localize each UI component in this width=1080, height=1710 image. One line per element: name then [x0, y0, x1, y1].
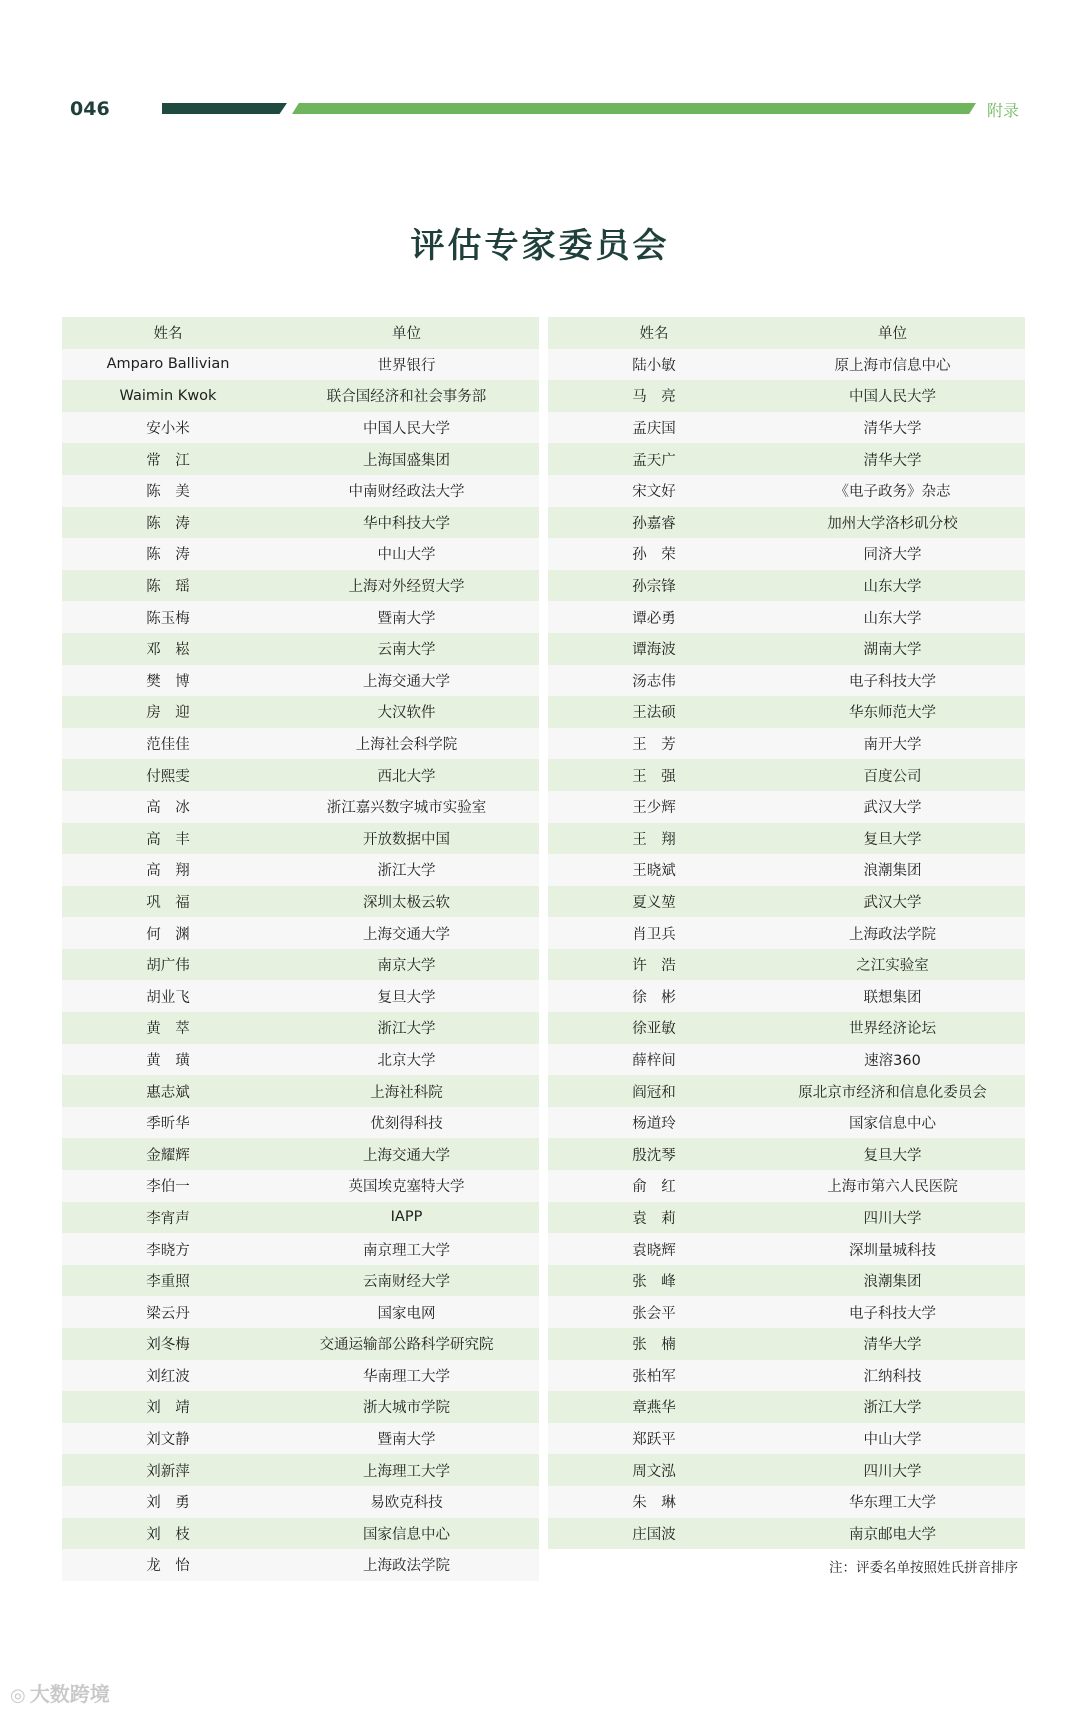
member-name: 陈玉梅 — [146, 610, 190, 627]
table-row — [62, 665, 539, 697]
member-name: 季昕华 — [146, 1116, 190, 1133]
member-name: 常 江 — [146, 452, 190, 469]
member-unit: 上海国盛集团 — [363, 452, 450, 469]
table-row — [548, 886, 1025, 918]
member-unit: 联想集团 — [863, 989, 922, 1006]
table-row — [62, 823, 539, 855]
table-row — [62, 1296, 539, 1328]
member-unit: 上海交通大学 — [363, 926, 450, 943]
table-header — [62, 317, 539, 349]
member-unit: 世界经济论坛 — [849, 1021, 936, 1038]
member-name: 高 翔 — [146, 863, 190, 880]
member-name: 高 冰 — [146, 800, 190, 817]
table-row — [548, 1138, 1025, 1170]
header-name: 姓名 — [153, 326, 183, 343]
table-row — [548, 443, 1025, 475]
table-row — [548, 1360, 1025, 1392]
member-unit: 浪潮集团 — [863, 863, 922, 880]
member-name: 宋文好 — [632, 484, 676, 501]
member-unit: 上海对外经贸大学 — [348, 579, 465, 596]
member-name: 陈 涛 — [146, 547, 190, 564]
member-unit: 山东大学 — [863, 579, 922, 596]
member-name: 刘文静 — [146, 1432, 190, 1449]
table-row — [548, 696, 1025, 728]
table-row — [62, 886, 539, 918]
member-unit: 南京邮电大学 — [849, 1526, 936, 1543]
table-row — [62, 791, 539, 823]
table-row — [548, 633, 1025, 665]
member-name: 张柏军 — [632, 1368, 676, 1385]
header-name: 姓名 — [639, 326, 669, 343]
member-name: 袁 莉 — [632, 1210, 676, 1227]
member-unit: 大汉软件 — [377, 705, 436, 722]
table-row — [548, 1296, 1025, 1328]
right-table — [548, 317, 1025, 1549]
member-name: 黄 璜 — [146, 1052, 190, 1069]
table-row — [62, 1391, 539, 1423]
table-row — [62, 1170, 539, 1202]
member-unit: 浪潮集团 — [863, 1274, 922, 1291]
member-unit: 清华大学 — [863, 1337, 922, 1354]
table-row — [62, 1138, 539, 1170]
table-row — [62, 633, 539, 665]
member-name: 金耀辉 — [146, 1147, 190, 1164]
member-name: 胡业飞 — [146, 989, 190, 1006]
member-unit: 湖南大学 — [863, 642, 922, 659]
member-unit: IAPP — [390, 1209, 423, 1226]
member-unit: 上海交通大学 — [363, 1147, 450, 1164]
watermark-text: 大数跨境 — [29, 1682, 110, 1706]
member-unit: 深圳太极云软 — [363, 894, 450, 911]
table-row — [62, 1075, 539, 1107]
member-unit: 四川大学 — [863, 1210, 922, 1227]
table-row — [548, 1454, 1025, 1486]
member-name: 徐亚敏 — [632, 1021, 676, 1038]
member-unit: 国家信息中心 — [849, 1116, 936, 1133]
member-unit: 华东理工大学 — [849, 1495, 936, 1512]
table-row — [62, 759, 539, 791]
table-row — [548, 949, 1025, 981]
table-row — [62, 1044, 539, 1076]
member-unit: 南京理工大学 — [363, 1242, 450, 1259]
watermark-logo-icon: ◎ — [10, 1685, 26, 1706]
member-name: 高 丰 — [146, 831, 190, 848]
table-row — [548, 1075, 1025, 1107]
table-row — [548, 412, 1025, 444]
member-name: 刘红波 — [146, 1368, 190, 1385]
member-name: 袁晓辉 — [632, 1242, 676, 1259]
page-number: 046 — [70, 98, 110, 120]
table-row — [62, 1328, 539, 1360]
member-name: 李伯一 — [146, 1179, 190, 1196]
member-unit: 四川大学 — [863, 1463, 922, 1480]
member-unit: 浙江大学 — [377, 1021, 436, 1038]
member-name: 肖卫兵 — [632, 926, 676, 943]
table-row — [548, 854, 1025, 886]
table-row — [548, 1170, 1025, 1202]
table-row — [62, 917, 539, 949]
table-row — [62, 1454, 539, 1486]
member-unit: 复旦大学 — [863, 1147, 922, 1164]
table-row — [548, 917, 1025, 949]
member-unit: 复旦大学 — [863, 831, 922, 848]
table-row — [548, 601, 1025, 633]
member-unit: 优刻得科技 — [370, 1116, 443, 1133]
table-row — [548, 570, 1025, 602]
table-row — [548, 1423, 1025, 1455]
table-row — [548, 1044, 1025, 1076]
table-row — [548, 665, 1025, 697]
table-row — [548, 1233, 1025, 1265]
member-unit: 上海市第六人民医院 — [827, 1179, 958, 1196]
member-unit: 华中科技大学 — [363, 515, 450, 532]
sort-note: 注：评委名单按照姓氏拼音排序 — [829, 1560, 1018, 1576]
header-bar-green — [292, 103, 976, 114]
table-row — [548, 1391, 1025, 1423]
table-row — [62, 412, 539, 444]
table-row — [62, 1202, 539, 1234]
table-row — [548, 538, 1025, 570]
member-unit: 汇纳科技 — [863, 1368, 922, 1385]
member-name: 龙 怡 — [146, 1558, 190, 1575]
member-unit: 速溶360 — [864, 1052, 921, 1069]
member-unit: 南开大学 — [863, 737, 922, 754]
table-row — [548, 759, 1025, 791]
member-unit: 上海政法学院 — [849, 926, 936, 943]
table-header — [548, 317, 1025, 349]
member-name: 李宵声 — [146, 1210, 190, 1227]
member-unit: 上海交通大学 — [363, 673, 450, 690]
table-row — [62, 1486, 539, 1518]
member-name: 王 芳 — [632, 737, 676, 754]
table-row — [62, 1233, 539, 1265]
member-unit: 《电子政务》杂志 — [834, 484, 951, 501]
member-name: 李重照 — [146, 1274, 190, 1291]
member-name: 马 亮 — [632, 389, 676, 406]
watermark — [10, 1678, 110, 1707]
member-unit: 上海理工大学 — [363, 1463, 450, 1480]
table-row — [548, 507, 1025, 539]
table-row — [62, 1107, 539, 1139]
table-row — [548, 1328, 1025, 1360]
member-name: 樊 博 — [146, 673, 190, 690]
table-row — [62, 475, 539, 507]
member-name: 惠志斌 — [146, 1084, 190, 1101]
table-row — [62, 1518, 539, 1550]
member-name: 陈 瑶 — [146, 579, 190, 596]
member-name: 巩 福 — [146, 894, 190, 911]
member-unit: 清华大学 — [863, 421, 922, 438]
member-name: 房 迎 — [146, 705, 190, 722]
member-name: 薛梓间 — [632, 1052, 676, 1069]
member-name: 张 楠 — [632, 1337, 676, 1354]
member-unit: 暨南大学 — [377, 1432, 436, 1449]
member-unit: 深圳量城科技 — [849, 1242, 936, 1259]
member-name: 陈 涛 — [146, 515, 190, 532]
member-unit: 上海社科院 — [370, 1084, 443, 1101]
table-row — [548, 1486, 1025, 1518]
header-bar-dark — [162, 103, 287, 114]
member-name: 王晓斌 — [632, 863, 676, 880]
member-name: 刘冬梅 — [146, 1337, 190, 1354]
member-name: 王少辉 — [632, 800, 676, 817]
member-name: 章燕华 — [632, 1400, 676, 1417]
header-unit: 单位 — [392, 326, 421, 343]
member-name: 安小米 — [146, 421, 190, 438]
member-unit: 浙江嘉兴数字城市实验室 — [326, 800, 487, 817]
table-row — [62, 538, 539, 570]
table-row — [62, 601, 539, 633]
member-name: 王法硕 — [632, 705, 676, 722]
member-name: 郑跃平 — [632, 1432, 676, 1449]
table-row — [548, 380, 1025, 412]
member-unit: 中国人民大学 — [849, 389, 936, 406]
member-unit: 开放数据中国 — [363, 831, 450, 848]
member-unit: 易欧克科技 — [370, 1495, 443, 1512]
table-row — [548, 1107, 1025, 1139]
member-name: 汤志伟 — [632, 673, 676, 690]
member-unit: 电子科技大学 — [849, 1305, 936, 1322]
member-name: 殷沈琴 — [632, 1147, 676, 1164]
member-name: 刘 靖 — [146, 1400, 190, 1417]
member-unit: 南京大学 — [377, 958, 436, 975]
member-name: 刘 勇 — [146, 1495, 190, 1512]
member-unit: 百度公司 — [863, 768, 922, 785]
member-unit: 同济大学 — [863, 547, 922, 564]
member-unit: 山东大学 — [863, 610, 922, 627]
table-row — [62, 507, 539, 539]
member-unit: 国家信息中心 — [363, 1526, 450, 1543]
member-name: 谭必勇 — [632, 610, 676, 627]
member-name: 孙宗锋 — [632, 579, 676, 596]
left-table — [62, 317, 539, 1581]
member-unit: 联合国经济和社会事务部 — [326, 389, 487, 406]
table-row — [62, 949, 539, 981]
member-unit: 武汉大学 — [863, 894, 922, 911]
member-name: Amparo Ballivian — [106, 356, 230, 373]
table-row — [62, 696, 539, 728]
section-label: 附录 — [987, 101, 1020, 120]
table-row — [548, 349, 1025, 381]
table-row — [62, 1423, 539, 1455]
table-row — [548, 1265, 1025, 1297]
table-row — [62, 728, 539, 760]
member-unit: 国家电网 — [377, 1305, 436, 1322]
member-unit: 加州大学洛杉矶分校 — [827, 515, 958, 532]
member-unit: 中国人民大学 — [363, 421, 450, 438]
table-row — [62, 1360, 539, 1392]
member-unit: 中山大学 — [377, 547, 436, 564]
table-row — [62, 854, 539, 886]
member-unit: 原上海市信息中心 — [834, 357, 951, 374]
table-row — [62, 380, 539, 412]
table-row — [62, 980, 539, 1012]
table-row — [62, 570, 539, 602]
member-name: 刘 枝 — [146, 1526, 190, 1543]
member-unit: 云南大学 — [377, 642, 436, 659]
member-name: 周文泓 — [632, 1463, 676, 1480]
member-name: 张 峰 — [632, 1274, 676, 1291]
member-name: 朱 琳 — [632, 1495, 676, 1512]
member-unit: 上海社会科学院 — [355, 737, 458, 754]
table-row — [62, 443, 539, 475]
member-unit: 云南财经大学 — [363, 1274, 450, 1291]
member-unit: 浙江大学 — [863, 1400, 922, 1417]
member-name: 黄 萃 — [146, 1021, 190, 1038]
member-name: 夏义堃 — [632, 894, 676, 911]
member-name: 梁云丹 — [146, 1305, 190, 1322]
member-unit: 中南财经政法大学 — [348, 484, 465, 501]
member-unit: 武汉大学 — [863, 800, 922, 817]
member-unit: 电子科技大学 — [849, 673, 936, 690]
member-name: 张会平 — [632, 1305, 676, 1322]
header-unit: 单位 — [878, 326, 907, 343]
member-unit: 之江实验室 — [856, 958, 929, 975]
table-row — [548, 1518, 1025, 1550]
member-unit: 原北京市经济和信息化委员会 — [798, 1084, 987, 1101]
table-row — [62, 1549, 539, 1581]
member-unit: 中山大学 — [863, 1432, 922, 1449]
member-name: 付熙雯 — [146, 768, 190, 785]
member-unit: 复旦大学 — [377, 989, 436, 1006]
page-title: 评估专家委员会 — [410, 226, 670, 266]
table-row — [548, 728, 1025, 760]
member-name: 阎冠和 — [632, 1084, 676, 1101]
member-unit: 北京大学 — [377, 1052, 436, 1069]
member-unit: 西北大学 — [377, 768, 436, 785]
member-name: 陈 美 — [146, 484, 190, 501]
member-name: 孟天广 — [632, 452, 676, 469]
member-unit: 浙大城市学院 — [363, 1400, 450, 1417]
table-row — [548, 980, 1025, 1012]
member-unit: 暨南大学 — [377, 610, 436, 627]
table-row — [548, 823, 1025, 855]
member-name: 范佳佳 — [146, 737, 190, 754]
member-name: 孙嘉睿 — [632, 515, 676, 532]
member-name: 孟庆国 — [632, 421, 676, 438]
member-name: 许 浩 — [632, 958, 676, 975]
member-name: 俞 红 — [632, 1179, 676, 1196]
table-row — [62, 1265, 539, 1297]
table-row — [548, 1012, 1025, 1044]
member-unit: 华东师范大学 — [849, 705, 936, 722]
member-unit: 清华大学 — [863, 452, 922, 469]
member-name: 胡广伟 — [146, 958, 190, 975]
member-name: 刘新萍 — [146, 1463, 190, 1480]
member-name: 徐 彬 — [632, 989, 676, 1006]
member-unit: 交通运输部公路科学研究院 — [319, 1337, 494, 1354]
member-unit: 世界银行 — [377, 357, 436, 374]
member-unit: 上海政法学院 — [363, 1558, 450, 1575]
table-row — [548, 791, 1025, 823]
member-name: 杨道玲 — [632, 1116, 676, 1133]
member-name: 王 翔 — [632, 831, 676, 848]
member-name: Waimin Kwok — [119, 387, 217, 404]
member-name: 庄国波 — [632, 1526, 676, 1543]
table-row — [548, 475, 1025, 507]
table-row — [548, 1202, 1025, 1234]
member-unit: 浙江大学 — [377, 863, 436, 880]
table-row — [62, 349, 539, 381]
table-row — [62, 1012, 539, 1044]
member-name: 孙 荣 — [632, 547, 676, 564]
member-name: 邓 崧 — [146, 642, 190, 659]
member-name: 何 渊 — [146, 926, 190, 943]
member-name: 谭海波 — [632, 642, 676, 659]
member-unit: 英国埃克塞特大学 — [348, 1179, 465, 1196]
member-name: 李晓方 — [146, 1242, 190, 1259]
member-unit: 华南理工大学 — [363, 1368, 450, 1385]
member-name: 王 强 — [632, 768, 676, 785]
member-name: 陆小敏 — [632, 357, 676, 374]
